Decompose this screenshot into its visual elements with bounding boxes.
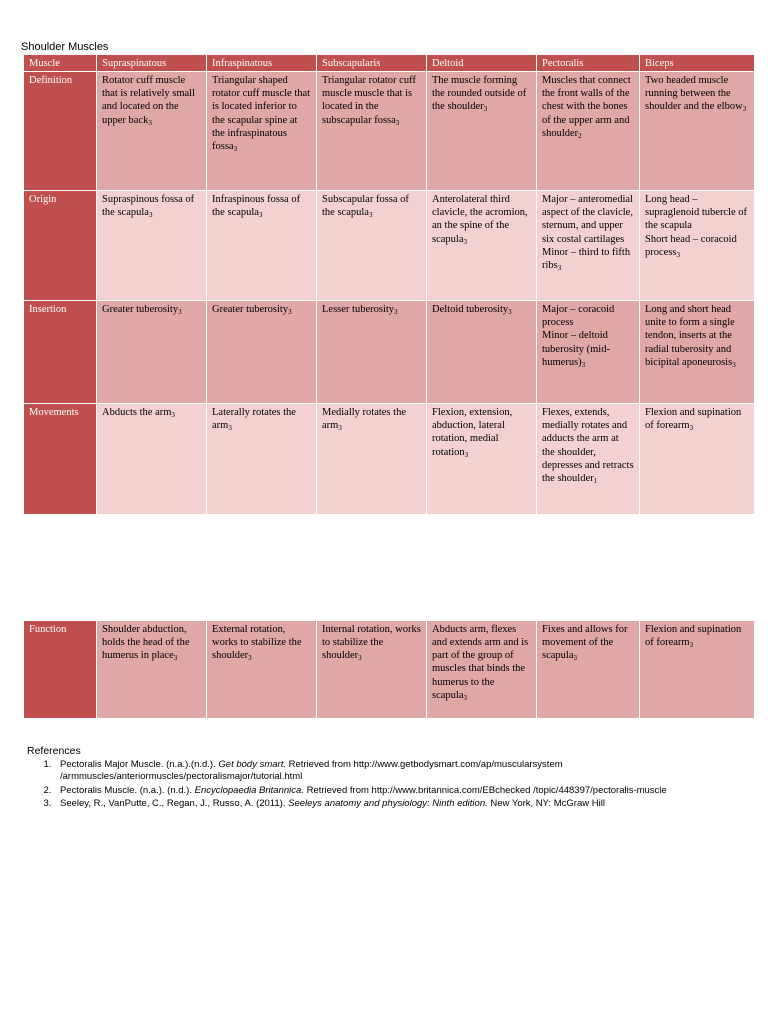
references-list bbox=[27, 759, 747, 810]
table-cell bbox=[317, 404, 427, 515]
table-header-row bbox=[24, 55, 755, 72]
citation-marker: 3 bbox=[148, 211, 153, 220]
function-row bbox=[24, 621, 755, 719]
cell-text: Fixes and allows for movement of the scapula bbox=[542, 624, 628, 662]
cell-text: Shoulder abduction, holds the head of the humerus in place bbox=[102, 624, 190, 662]
citation-marker: 3 bbox=[732, 360, 736, 369]
citation-marker: 3 bbox=[338, 424, 342, 433]
citation-marker: 3 bbox=[288, 308, 292, 317]
row-label: Insertion bbox=[24, 301, 97, 404]
citation-marker: 3 bbox=[248, 654, 252, 663]
citation-marker: 3 bbox=[394, 308, 398, 317]
table-cell bbox=[97, 404, 207, 515]
reference-source-title: Get body smart. bbox=[218, 759, 286, 770]
cell-text: Long head – supraglenoid tubercle of the scapula bbox=[645, 194, 748, 232]
header-cell: Muscle bbox=[24, 55, 97, 72]
table-cell bbox=[537, 621, 640, 719]
cell-text: Laterally rotates the arm bbox=[212, 407, 296, 432]
table-cell bbox=[317, 301, 427, 404]
citation-marker: 3 bbox=[358, 654, 362, 663]
table-cell bbox=[427, 621, 537, 719]
cell-text: Abducts arm, flexes and extends arm and is part of the group of muscles that binds the humerus to the scapula bbox=[432, 624, 529, 701]
citation-marker: 3 bbox=[178, 308, 182, 317]
document-title: Shoulder Muscles bbox=[21, 41, 109, 53]
row-label: Definition bbox=[24, 72, 97, 191]
table-cell bbox=[537, 191, 640, 301]
cell-text: Muscles that connect the front walls of the chest with the bones of the upper arm and shoulder bbox=[542, 75, 631, 139]
citation-marker: 3 bbox=[173, 654, 178, 663]
header-cell: Pectoralis bbox=[537, 55, 640, 72]
table-cell bbox=[427, 191, 537, 301]
reference-text: Seeley, R., VanPutte, C., Regan, J., Russo, A. (2011). bbox=[60, 798, 289, 810]
cell-text: Minor – third to fifth ribs bbox=[542, 246, 631, 271]
header-cell: Deltoid bbox=[427, 55, 537, 72]
citation-marker: 3 bbox=[676, 250, 680, 259]
table-cell bbox=[207, 301, 317, 404]
cell-text: Lesser tuberosity bbox=[322, 304, 395, 316]
cell-text: Supraspinous fossa of the scapula bbox=[102, 194, 195, 219]
reference-text: Retrieved from http://www.britannica.com/EBchecked /topic/448397/pectoralis-muscle bbox=[303, 784, 667, 796]
citation-marker: 1 bbox=[593, 476, 598, 485]
citation-marker: 2 bbox=[578, 131, 582, 140]
table-cell bbox=[207, 72, 317, 191]
table-cell bbox=[207, 191, 317, 301]
table-cell bbox=[537, 301, 640, 404]
reference-text: New York, NY: McGraw Hill bbox=[487, 798, 605, 810]
header-cell: Infraspinatous bbox=[207, 55, 317, 72]
cell-text: Triangular rotator cuff muscle muscle that is located in the subscapular fossa bbox=[322, 75, 416, 126]
cell-text: Triangular shaped rotator cuff muscle that is located inferior to the scapular spine at the infraspinatous fossa bbox=[212, 75, 311, 152]
table-cell bbox=[640, 301, 755, 404]
cell-text: Infraspinous fossa of the scapula bbox=[212, 194, 301, 219]
references-title: References bbox=[27, 745, 81, 757]
citation-marker: 3 bbox=[464, 450, 469, 459]
table-cell bbox=[97, 72, 207, 191]
table-cell bbox=[537, 72, 640, 191]
citation-marker: 3 bbox=[228, 424, 232, 433]
citation-marker: 3 bbox=[573, 654, 577, 663]
table-cell bbox=[317, 191, 427, 301]
table-cell bbox=[207, 621, 317, 719]
citation-marker: 3 bbox=[689, 641, 694, 650]
reference-item bbox=[54, 785, 747, 797]
function-table bbox=[23, 620, 755, 719]
reference-text: Pectoralis Major Muscle. (n.a.).(n.d.). bbox=[60, 759, 219, 770]
table-cell bbox=[640, 404, 755, 515]
citation-marker: 3 bbox=[171, 411, 175, 420]
table-cell bbox=[640, 621, 755, 719]
citation-marker: 3 bbox=[557, 263, 562, 272]
cell-text: Flexes, extends, medially rotates and adducts the arm at the shoulder, depresses and retracts the shoulder bbox=[542, 407, 634, 484]
citation-marker: 3 bbox=[463, 237, 467, 246]
cell-text: Anterolateral third clavicle, the acromion, an the spine of the scapula bbox=[432, 194, 528, 245]
cell-text: Internal rotation, works to stabilize the shoulder bbox=[322, 624, 421, 662]
citation-marker: 3 bbox=[258, 211, 263, 220]
cell-text: The muscle forming the rounded outside of the shoulder bbox=[432, 75, 527, 113]
cell-text: Abducts the arm bbox=[102, 407, 172, 419]
citation-marker: 3 bbox=[233, 144, 238, 153]
cell-text: Flexion, extension, abduction, lateral rotation, medial rotation bbox=[432, 407, 513, 458]
header-cell: Biceps bbox=[640, 55, 755, 72]
reference-item bbox=[54, 759, 747, 784]
cell-text: Greater tuberosity bbox=[212, 304, 289, 316]
cell-text: Medially rotates the arm bbox=[322, 407, 406, 432]
table-row bbox=[24, 72, 755, 191]
table-cell bbox=[537, 404, 640, 515]
cell-text: Deltoid tuberosity bbox=[432, 304, 509, 316]
table-cell bbox=[97, 301, 207, 404]
reference-item bbox=[54, 798, 747, 810]
shoulder-muscles-table bbox=[23, 54, 755, 515]
cell-text: Two headed muscle running between the shoulder and the elbow bbox=[645, 75, 743, 113]
table-cell bbox=[640, 191, 755, 301]
cell-text: Minor – deltoid tuberosity (mid-humerus) bbox=[542, 330, 610, 368]
citation-marker: 3 bbox=[463, 693, 467, 702]
citation-marker: 3 bbox=[483, 105, 488, 114]
table-row bbox=[24, 404, 755, 515]
cell-text: Rotator cuff muscle that is relatively small and located on the upper back bbox=[102, 75, 196, 126]
row-label: Movements bbox=[24, 404, 97, 515]
table-row bbox=[24, 301, 755, 404]
citation-marker: 3 bbox=[689, 424, 694, 433]
table-cell bbox=[317, 621, 427, 719]
cell-text: Short head – coracoid process bbox=[645, 233, 737, 258]
cell-text: Long and short head unite to form a single tendon, inserts at the radial tuberosity and bicipital aponeurosis bbox=[645, 304, 735, 368]
table-cell bbox=[97, 621, 207, 719]
reference-source-title: Seeleys anatomy and physiology: Ninth edition. bbox=[288, 798, 488, 810]
cell-text: Major – coracoid process bbox=[542, 304, 615, 329]
cell-text: Subscapular fossa of the scapula bbox=[322, 194, 409, 219]
row-label: Origin bbox=[24, 191, 97, 301]
cell-text: Flexion and supination of forearm bbox=[645, 407, 742, 432]
cell-text: Flexion and supination of forearm bbox=[645, 624, 742, 649]
cell-text: Major – anteromedial aspect of the clavicle, sternum, and upper six costal cartilages bbox=[542, 194, 633, 245]
header-cell: Supraspinatous bbox=[97, 55, 207, 72]
citation-marker: 3 bbox=[368, 211, 373, 220]
cell-text: External rotation, works to stabilize the shoulder bbox=[212, 624, 302, 662]
reference-source-title: Encyclopaedia Britannica. bbox=[194, 784, 304, 796]
table-cell bbox=[427, 301, 537, 404]
table-row bbox=[24, 191, 755, 301]
references-section bbox=[27, 745, 747, 811]
citation-marker: 3 bbox=[148, 118, 152, 127]
citation-marker: 3 bbox=[508, 308, 512, 317]
table-cell bbox=[427, 72, 537, 191]
row-label: Function bbox=[24, 621, 97, 719]
citation-marker: 3 bbox=[742, 105, 747, 114]
cell-text: Greater tuberosity bbox=[102, 304, 179, 316]
header-cell: Subscapularis bbox=[317, 55, 427, 72]
citation-marker: 3 bbox=[581, 360, 586, 369]
reference-text: Retrieved from http://www.getbodysmart.com/ap/muscularsystem /armmuscles/anteriormuscles/pectoralismajor/tutorial.html bbox=[60, 759, 563, 783]
table-cell bbox=[427, 404, 537, 515]
citation-marker: 3 bbox=[395, 118, 400, 127]
table-cell bbox=[97, 191, 207, 301]
table-cell bbox=[207, 404, 317, 515]
table-cell bbox=[640, 72, 755, 191]
reference-text: Pectoralis Muscle. (n.a.). (n.d.). bbox=[60, 784, 195, 796]
table-cell bbox=[317, 72, 427, 191]
